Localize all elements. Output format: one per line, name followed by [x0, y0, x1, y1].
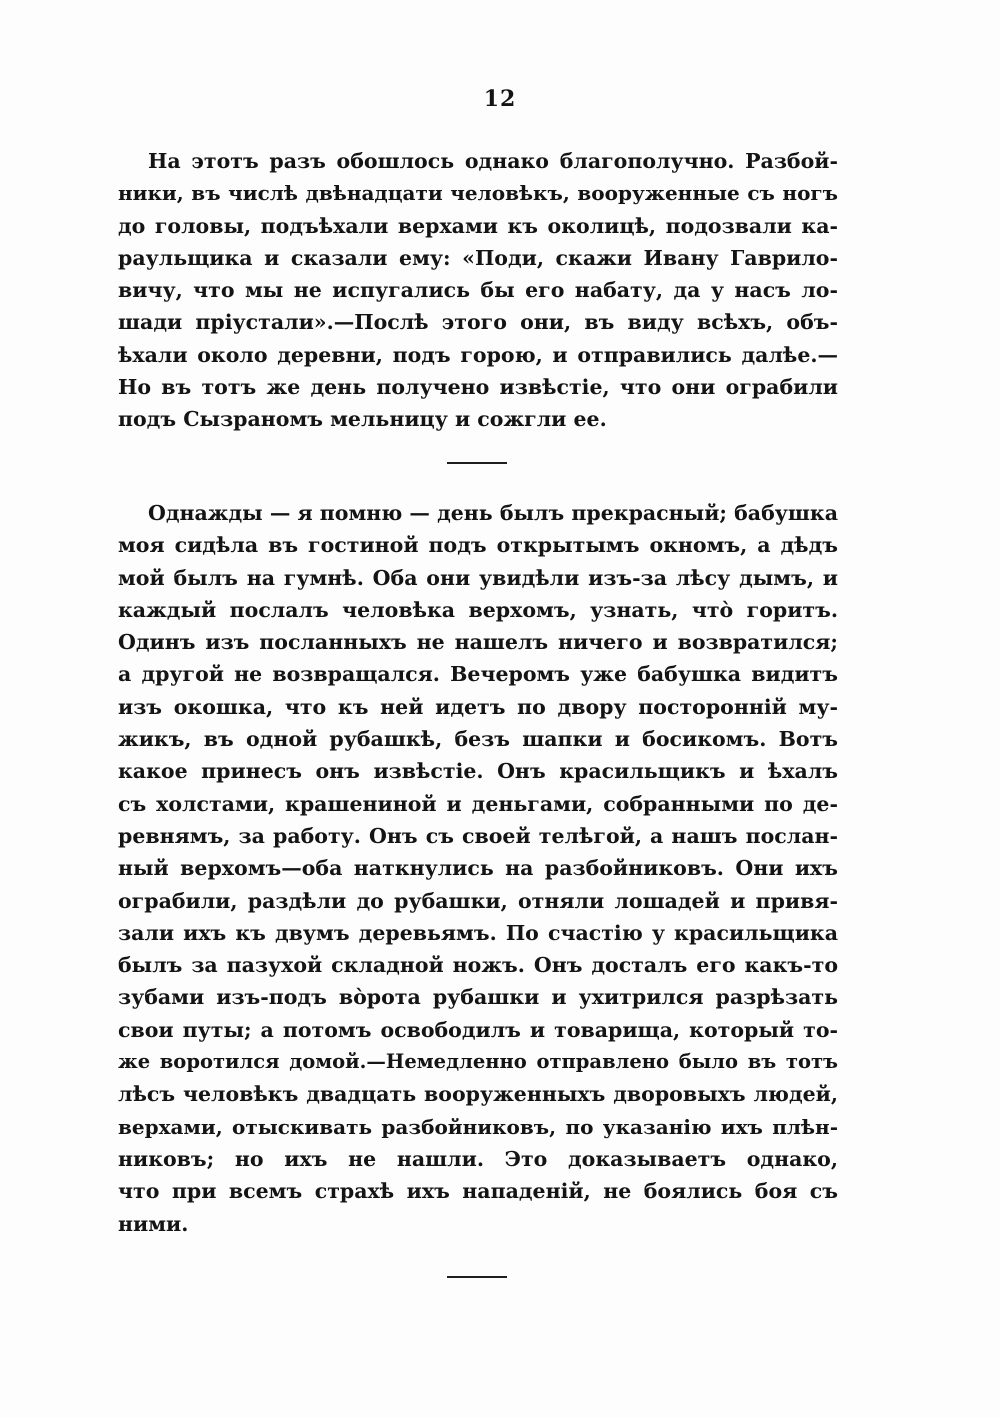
text-line: шади пріустали».—Послѣ этого они, въ виду всѣхъ, объ-	[118, 310, 838, 335]
text-line: былъ за пазухой складной ножъ. Онъ досталъ его какъ-то	[118, 953, 838, 978]
section-divider	[447, 1276, 507, 1278]
text-line: вичу, что мы не испугались бы его набату, да у насъ ло-	[118, 278, 838, 303]
text-line: а другой не возвращался. Вечеромъ уже бабушка видитъ	[118, 662, 838, 687]
text-line: ними.	[118, 1211, 189, 1236]
paragraph-2	[118, 497, 838, 1240]
text-line: ный верхомъ—оба наткнулись на разбойниковъ. Они ихъ	[118, 856, 838, 881]
page-number: 12	[483, 86, 517, 112]
text-line: зали ихъ къ двумъ деревьямъ. По счастію у красильщика	[118, 920, 838, 945]
text-line: никовъ; но ихъ не нашли. Это доказываетъ однако,	[118, 1146, 838, 1171]
text-line: верхами, отыскивать разбойниковъ, по указанію ихъ плѣн-	[118, 1114, 838, 1139]
text-line: изъ окошка, что къ ней идетъ по двору посторонній му-	[118, 694, 838, 719]
text-line: На этотъ разъ обошлось однако благополучно. Разбой-	[148, 149, 838, 173]
text-line: Одинъ изъ посланныхъ не нашелъ ничего и возвратился;	[118, 630, 838, 655]
text-line: каждый послалъ человѣка верхомъ, узнать, что̀ горитъ.	[118, 597, 838, 622]
text-line: ники, въ числѣ двѣнадцати человѣкъ, вооруженные съ ногъ	[118, 181, 838, 206]
text-line: какое принесъ онъ извѣстіе. Онъ красильщикъ и ѣхалъ	[118, 759, 838, 784]
text-line: свои путы; а потомъ освободилъ и товарища, который то-	[118, 1017, 838, 1042]
text-line: Однажды — я помню — день былъ прекрасный; бабушка	[148, 501, 838, 525]
text-line: лѣсъ человѣкъ двадцать вооруженныхъ дворовыхъ людей,	[118, 1082, 838, 1107]
text-line: мой былъ на гумнѣ. Оба они увидѣли изъ-за лѣсу дымъ, и	[118, 565, 838, 590]
text-line: Но въ тотъ же день получено извѣстіе, что они ограбили	[118, 375, 838, 400]
text-line: моя сидѣла въ гостиной подъ открытымъ окномъ, а дѣдъ	[118, 533, 838, 558]
text-line: съ холстами, крашениной и деньгами, собранными по де-	[118, 791, 838, 816]
text-line: жикъ, въ одной рубашкѣ, безъ шапки и босикомъ. Вотъ	[118, 727, 838, 752]
paragraph-1	[118, 145, 838, 436]
text-line: что при всемъ страхѣ ихъ нападеній, не боялись боя съ	[118, 1179, 838, 1204]
text-line: раульщика и сказали ему: «Поди, скажи Ивану Гаврило-	[118, 245, 838, 270]
text-line: подъ Сызраномъ мельницу и сожгли ее.	[118, 407, 607, 432]
text-line: ревнямъ, за работу. Онъ съ своей телѣгой, а нашъ послан-	[118, 823, 838, 848]
section-divider	[447, 462, 507, 464]
text-line: ограбили, раздѣли до рубашки, отняли лошадей и привя-	[118, 888, 838, 913]
text-line: зубами изъ-подъ во̀рота рубашки и ухитрился разрѣзать	[118, 985, 838, 1010]
text-line: же воротился домой.—Немедленно отправлено было въ тотъ	[118, 1050, 838, 1074]
text-line: до головы, подъѣхали верхами къ околицѣ, подозвали ка-	[118, 213, 838, 238]
text-line: ѣхали около деревни, подъ горою, и отправились далѣе.—	[118, 342, 838, 367]
